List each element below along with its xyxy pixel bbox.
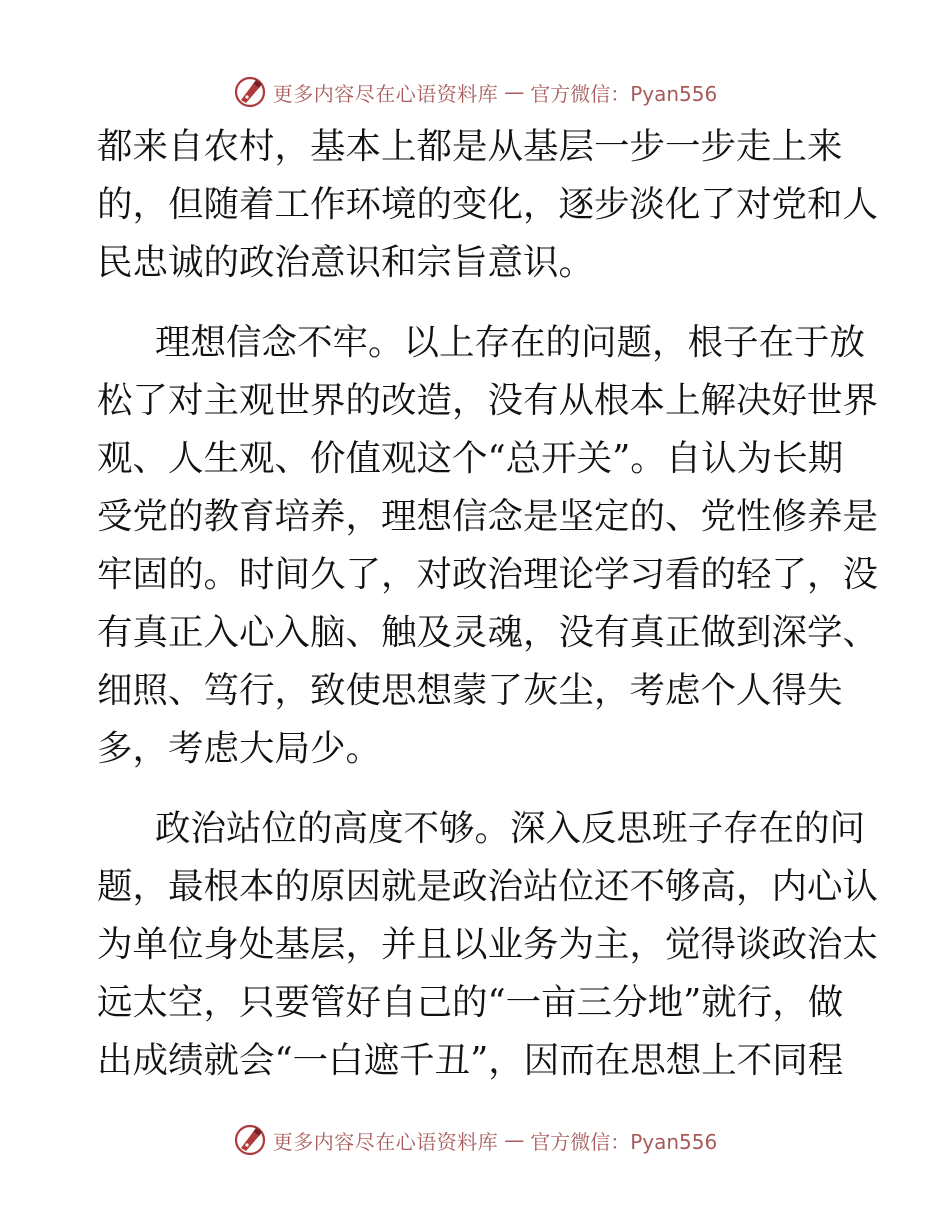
text-line: 为单位身处基层，并且以业务为主，觉得谈政治太 — [97, 924, 879, 965]
text-line: 都来自农村，基本上都是从基层一步一步走上来 — [97, 126, 843, 167]
header-watermark — [0, 72, 950, 112]
text-line: 政治站位的高度不够。深入反思班子存在的问 — [155, 808, 866, 849]
text-line: 细照、笃行，致使思想蒙了灰尘，考虑个人得失 — [97, 670, 843, 711]
text-line: 民忠诚的政治意识和宗旨意识。 — [97, 242, 595, 283]
text-line: 理想信念不牢。以上存在的问题，根子在于放 — [155, 322, 866, 363]
text-line: 远太空，只要管好自己的“一亩三分地”就行，做 — [97, 982, 844, 1023]
text-line: 受党的教育培养，理想信念是坚定的、党性修养是 — [97, 496, 879, 537]
paragraph — [97, 314, 879, 778]
text-line: 题，最根本的原因就是政治站位还不够高，内心认 — [97, 866, 879, 907]
watermark-contact: 官方微信：Pyan556 — [530, 81, 718, 106]
text-line: 松了对主观世界的改造，没有从根本上解决好世界 — [97, 380, 879, 421]
text-line: 观、人生观、价值观这个“总开关”。自认为长期 — [97, 438, 844, 479]
watermark-separator: — — [504, 80, 525, 104]
text-line: 有真正入心入脑、触及灵魂，没有真正做到深学、 — [97, 612, 879, 653]
watermark-text: 更多内容尽在心语资料库 — [272, 81, 499, 106]
text-line: 多，考虑大局少。 — [97, 728, 382, 769]
pen-nib-logo-icon — [233, 75, 267, 109]
pen-nib-logo-icon — [233, 1123, 267, 1157]
text-line: 的，但随着工作环境的变化，逐步淡化了对党和人 — [97, 184, 879, 225]
watermark-contact: 官方微信：Pyan556 — [530, 1129, 718, 1154]
paragraph — [97, 800, 879, 1090]
watermark-separator: — — [504, 1128, 525, 1152]
paragraph — [97, 118, 879, 292]
footer-watermark — [0, 1120, 950, 1160]
watermark-text: 更多内容尽在心语资料库 — [272, 1129, 499, 1154]
text-line: 出成绩就会“一白遮千丑”，因而在思想上不同程 — [97, 1040, 844, 1081]
text-line: 牢固的。时间久了，对政治理论学习看的轻了，没 — [97, 554, 879, 595]
document-body — [97, 118, 879, 1090]
